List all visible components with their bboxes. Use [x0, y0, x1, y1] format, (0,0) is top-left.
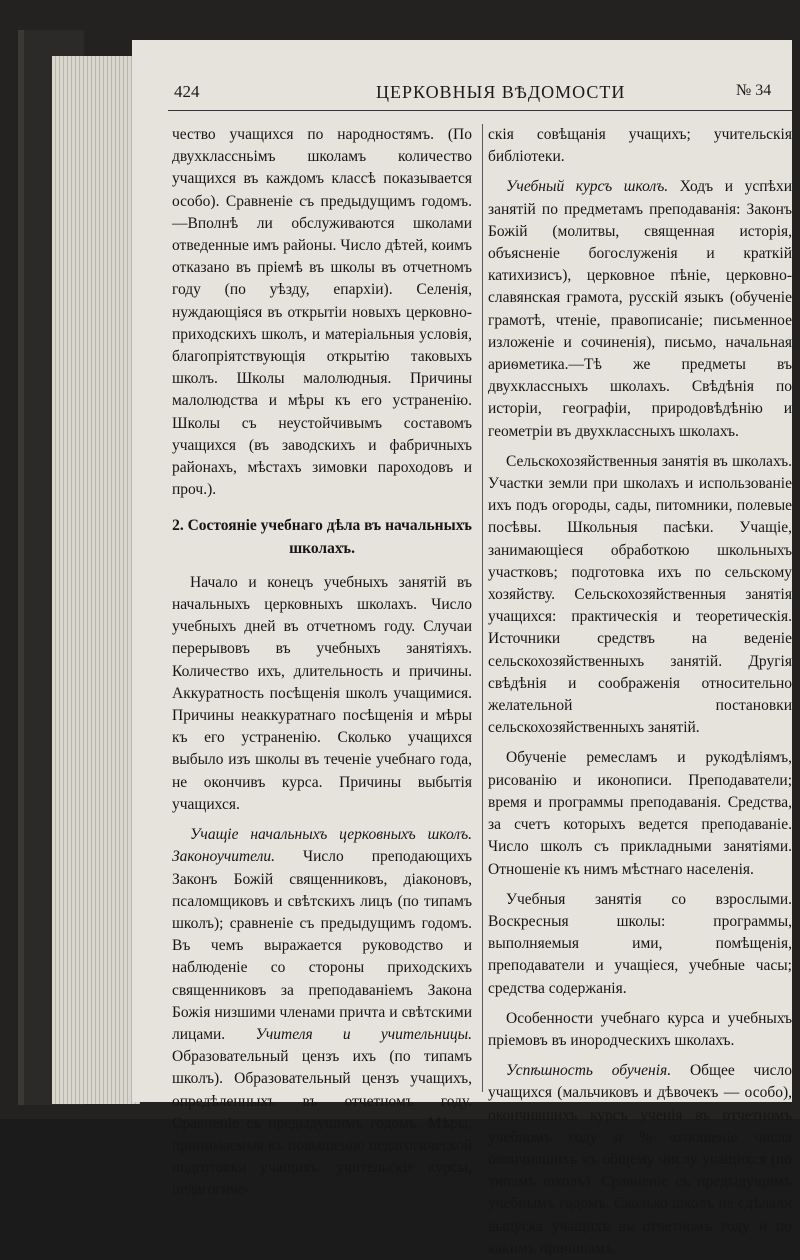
right-paragraph-1: скія совѣщанія учащихъ; учительскія библіотеки. — [488, 126, 792, 166]
page-number: 424 — [174, 82, 200, 101]
book-page — [132, 40, 793, 1257]
left-paragraph-3b-text: Образовательный цензъ ихъ (по типамъ школъ). Образовательный цензъ учащихъ, опредѣленныхъ въ отчетномъ году. Сравненіе съ предыдущимъ годомъ. Мѣры, принимаемыя къ повышенію педагогической подготовки учащихъ: учительскіе курсы, педагогиче- — [172, 1048, 472, 1199]
column-divider — [482, 124, 483, 1092]
right-column — [488, 124, 792, 1260]
left-paragraph-3 — [172, 824, 472, 1201]
left-paragraph-1: чество учащихся по народностямъ. (По двухклассньімъ школамъ количество учащихся въ каждомъ классѣ показывается особо). Сравненіе съ предыдущимъ годомъ.—Вполнѣ ли обслуживаются школами отведенные имъ районы. Число дѣтей, коимъ отказано въ пріемѣ въ школы въ отчетномъ году (по уѣзду, епархіи). Селенія, нуждающіяся въ открытіи новыхъ церковно-приходскихъ школъ, и матеріальныя условія, благопріятствующія открытію таковыхъ школъ. Школы малолюдныя. Причины малолюдства и мѣры къ его устраненію. Школы съ неустойчивымъ составомъ учащихся (въ заводскихъ и фабричныхъ районахъ, мѣстахъ зимовки пароходовъ и проч.). — [172, 126, 472, 499]
page-header — [132, 82, 792, 108]
right-paragraph-6: Особенности учебнаго курса и учебныхъ пріемовъ въ инородческихъ школахъ. — [488, 1009, 792, 1049]
teachers-subheading-2: Учителя и учительницы. — [255, 1025, 472, 1043]
left-column — [172, 124, 472, 1202]
right-paragraph-7-text: Общее число учащихся (мальчиковъ и дѣвочекъ — особо), окончившихъ курсъ ученія въ отчетномъ учебномъ году и % отношеніе числа окончившихъ къ общему числу учащихся (по типамъ школъ). Сравненіе съ предыдущимъ учебнымъ годомъ. Сколько школъ не сдѣлали выпуска учащихъ въ отчетномъ году и по какимъ причинамъ. — [488, 1062, 792, 1257]
journal-title: ЦЕРКОВНЫЯ ВѢДОМОСТИ — [376, 82, 626, 102]
left-paragraph-2: Начало и конецъ учебныхъ занятій въ начальныхъ церковныхъ школахъ. Число учебныхъ дней въ отчетномъ году. Случаи перерывовъ въ учебныхъ занятіяхъ. Количество ихъ, длительность и причины. Аккуратность посѣщенія школъ учащимися. Причины неаккуратнаго посѣщенія и мѣры къ его устраненію. Сколько учащихся выбыло изъ школы въ теченіе учебнаго года, не окончивъ курса. Причины выбытія учащихся. — [172, 573, 472, 813]
left-paragraph-3-text: Число преподающихъ Законъ Божій священниковъ, діаконовъ, псаломщиковъ и свѣтскихъ лицъ (по типамъ школъ); сравненіе съ предыдущимъ годомъ. Въ чемъ выражается руководство и наблюденіе со стороны приходскихъ священниковъ за преподаваніемъ Закона Божія низшими членами причта и свѣтскими лицами. — [172, 848, 472, 1043]
right-paragraph-4: Обученіе ремесламъ и рукодѣліямъ, рисованію и иконописи. Преподаватели; время и программы преподаванія. Средства, за счетъ которыхъ ведется преподаваніе. Число школъ съ прикладными занятіями. Отношеніе къ нимъ мѣстнаго населенія. — [488, 749, 792, 878]
course-subheading: Учебный курсъ школъ. — [506, 178, 669, 196]
right-paragraph-5: Учебныя занятія со взрослыми. Воскресныя школы: программы, выполняемыя ими, помѣщенія, преподаватели и учащіеся, учебные часы; средства содержанія. — [488, 890, 792, 997]
right-paragraph-2-text: Ходъ и успѣхи занятій по предметамъ преподаванія: Законъ Божій (молитвы, священная исторія, объясненіе богослуженія и краткій катихизисъ), церковное пѣніе, церковно-славянская грамота, русскій языкъ (обученіе грамотѣ, чтеніе, правописаніе; письменное изложеніе и сочиненія), письмо, начальная ариѳметика.—Тѣ же предметы въ двухклассныхъ школахъ. Свѣдѣнія по исторіи, географіи, природовѣдѣнію и геометріи въ двухклассныхъ школахъ. — [488, 178, 793, 440]
header-rule — [168, 110, 792, 111]
right-paragraph-7 — [488, 1060, 792, 1260]
section-heading: 2. Состояніе учебнаго дѣла въ начальныхъ школахъ. — [172, 517, 472, 557]
right-paragraph-2 — [488, 176, 792, 442]
teachers-subheading: Учащіе начальныхъ церковныхъ школъ. Законоучители. — [172, 826, 472, 866]
issue-number: № 34 — [736, 82, 772, 99]
success-subheading: Успѣшность обученія. — [506, 1062, 672, 1080]
right-paragraph-3: Сельскохозяйственныя занятія въ школахъ. Участки земли при школахъ и использованіе ихъ подъ огороды, сады, питомники, полевые посѣвы. Школьныя пасѣки. Учащіе, занимающіеся обработкою школьныхъ участковъ; подготовка ихъ по сельскому хозяйству. Сельскохозяйственныя занятія учащихся: практическія и теоретическія. Источники средствъ на веденіе сельскохозяйственныхъ занятій. Другія свѣдѣнія и соображенія относительно желательной постановки сельскохозяйственныхъ занятій. — [488, 452, 792, 737]
page-stack-edges — [52, 56, 140, 1104]
